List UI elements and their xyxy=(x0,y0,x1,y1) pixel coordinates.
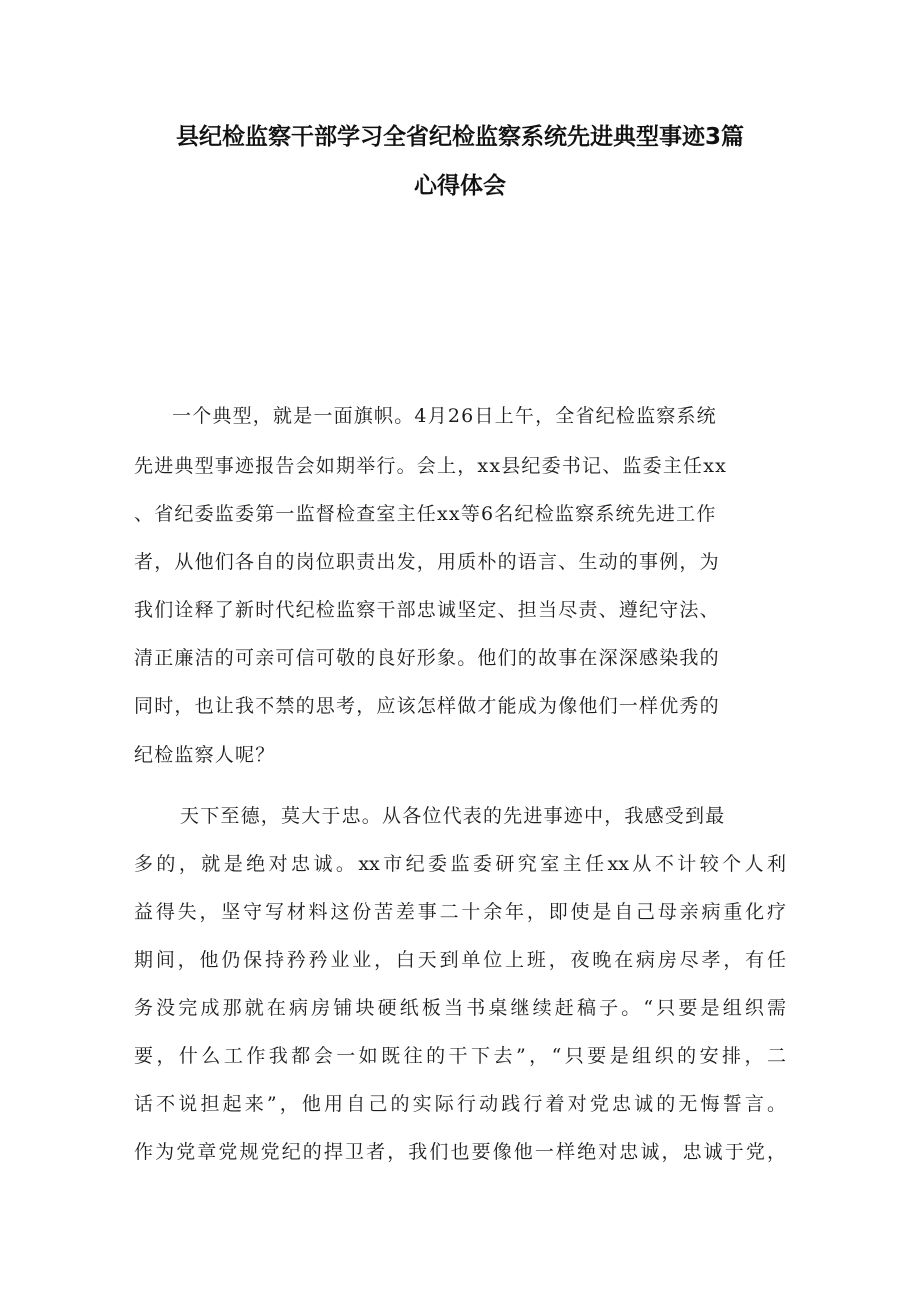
paragraph-1-line: 一个典型，就是一面旗帜。4月26日上午，全省纪检监察系统 xyxy=(172,405,717,427)
paragraph-1-line: 、省纪委监委第一监督检查室主任xx等6名纪检监察系统先进工作 xyxy=(134,503,717,525)
paragraph-2-line: 务没完成那就在病房铺块硬纸板当书桌继续赶稿子。“只要是组织需 xyxy=(134,997,786,1019)
paragraph-1-line: 同时，也让我不禁的思考，应该怎样做才能成为像他们一样优秀的 xyxy=(134,695,720,717)
paragraph-2-line: 要，什么工作我都会一如既往的干下去”，“只要是组织的安排，二 xyxy=(134,1045,786,1067)
paragraph-2-line: 期间，他仍保持矜矜业业，白天到单位上班，夜晚在病房尽孝，有任 xyxy=(134,949,786,971)
paragraph-2-line: 话不说担起来”，他用自己的实际行动践行着对党忠诚的无悔誓言。 xyxy=(134,1093,786,1115)
paragraph-1-line: 者，从他们各自的岗位职责出发，用质朴的语言、生动的事例，为 xyxy=(134,551,720,573)
paragraph-1-line: 纪检监察人呢？ xyxy=(134,744,276,766)
paragraph-2-line: 多的，就是绝对忠诚。xx市纪委监委研究室主任xx从不计较个人利 xyxy=(134,853,786,875)
document-title-line-2: 心得体会 xyxy=(414,173,506,199)
document-title-line-1: 县纪检监察干部学习全省纪检监察系统先进典型事迹3篇 xyxy=(175,124,744,150)
paragraph-1-line: 先进典型事迹报告会如期举行。会上，xx县纪委书记、监委主任xx xyxy=(134,455,728,477)
paragraph-2-line: 益得失，坚守写材料这份苦差事二十余年，即使是自己母亲病重化疗 xyxy=(134,901,786,923)
paragraph-1-line: 我们诠释了新时代纪检监察干部忠诚坚定、担当尽责、遵纪守法、 xyxy=(134,599,720,621)
paragraph-2-line: 作为党章党规党纪的捍卫者，我们也要像他一样绝对忠诚，忠诚于党， xyxy=(134,1141,786,1163)
paragraph-2-line: 天下至德，莫大于忠。从各位代表的先进事迹中，我感受到最 xyxy=(180,805,726,827)
paragraph-1-line: 清正廉洁的可亲可信可敬的良好形象。他们的故事在深深感染我的 xyxy=(134,647,720,669)
